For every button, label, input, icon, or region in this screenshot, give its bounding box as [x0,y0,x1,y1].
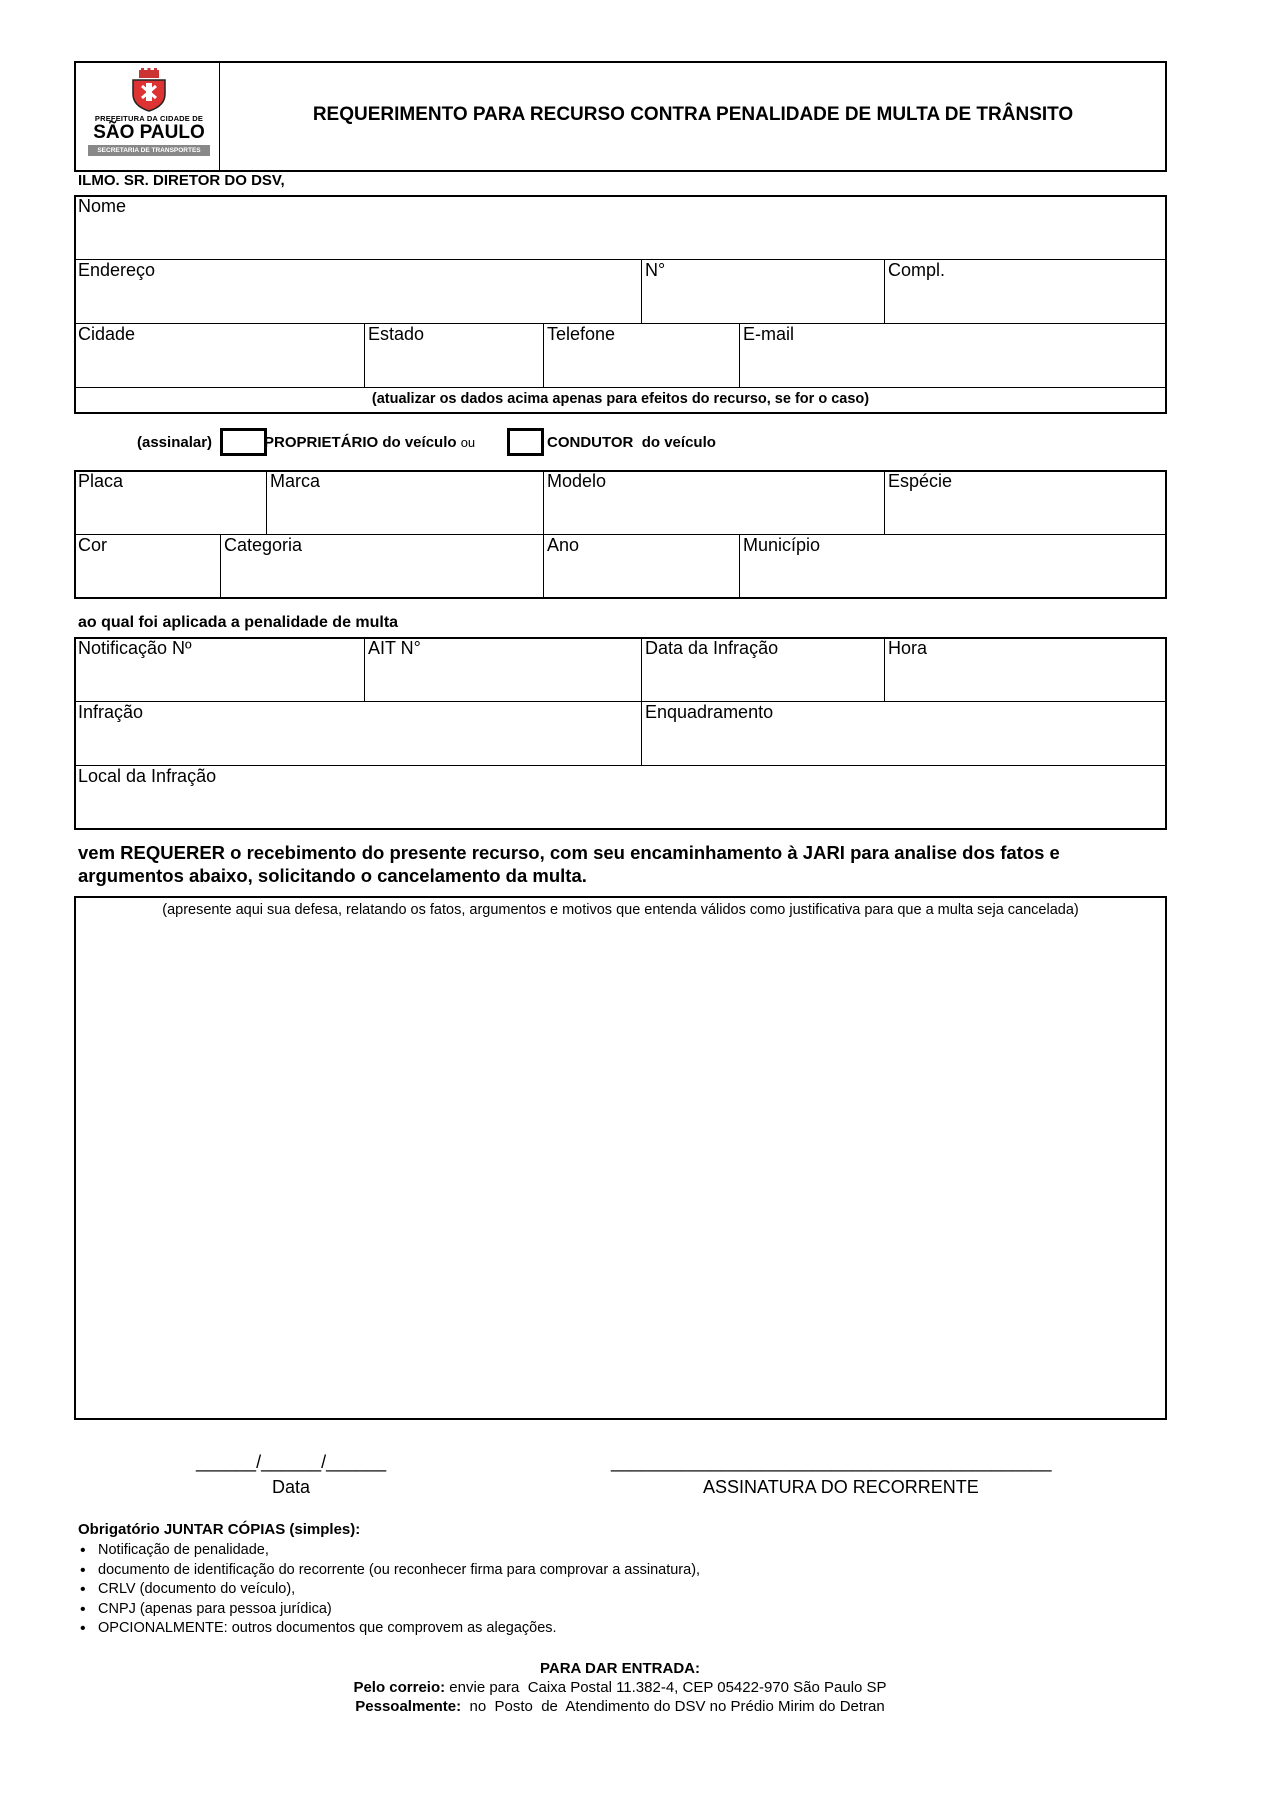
estado-field[interactable]: Estado [368,324,425,344]
placa-field[interactable]: Placa [78,471,124,491]
defense-textarea[interactable] [74,896,1167,1420]
penalty-intro: ao qual foi aplicada a penalidade de multa [78,614,399,631]
assinalar-label: (assinalar) [137,434,213,451]
telefone-field[interactable]: Telefone [547,324,616,344]
marca-field[interactable]: Marca [270,471,321,491]
correio-label: Pelo correio: [353,1679,446,1696]
ait-field[interactable]: AIT N° [368,638,421,658]
especie-field[interactable]: Espécie [888,471,953,491]
pessoal-label: Pessoalmente: [355,1698,462,1715]
enquadramento-field[interactable]: Enquadramento [645,702,774,722]
docs-title: Obrigatório JUNTAR CÓPIAS (simples): [78,1521,361,1538]
request-line2: argumentos abaixo, solicitando o cancelamento da multa. [78,865,587,886]
footer-heading: PARA DAR ENTRADA: [540,1660,700,1677]
date-label: Data [272,1477,311,1497]
list-item: • CRLV (documento do veículo), [78,1580,700,1600]
page-title: REQUERIMENTO PARA RECURSO CONTRA PENALIDADE DE MULTA DE TRÂNSITO [312,104,1074,125]
data-infracao-field[interactable]: Data da Infração [645,638,779,658]
cor-field[interactable]: Cor [78,535,108,555]
email-field[interactable]: E-mail [743,324,795,344]
list-item: • Notificação de penalidade, [78,1541,700,1561]
list-item: • documento de identificação do recorrente (ou reconhecer firma para comprovar a assinatura), [78,1561,700,1581]
condutor-checkbox[interactable] [507,428,544,456]
compl-field[interactable]: Compl. [888,260,946,280]
correio-text: envie para Caixa Postal 11.382-4, CEP 05422-970 São Paulo SP [445,1679,887,1696]
pessoal-text: no Posto de Atendimento do DSV no Prédio Mirim do Detran [461,1698,885,1715]
list-item: • OPCIONALMENTE: outros documentos que comprovem as alegações. [78,1619,700,1639]
defense-hint: (apresente aqui sua defesa, relatando os fatos, argumentos e motivos que entenda válidos como justificativa para que a multa seja cancelada) [162,902,1079,918]
request-line1: vem REQUERER o recebimento do presente recurso, com seu encaminhamento à JARI para analise dos fatos e [78,842,1060,863]
city-logo [84,68,214,166]
cidade-field[interactable]: Cidade [78,324,136,344]
nome-field[interactable]: Nome [78,196,127,216]
hora-field[interactable]: Hora [888,638,928,658]
signature-label: ASSINATURA DO RECORRENTE [703,1477,979,1497]
endereco-field[interactable]: Endereço [78,260,156,280]
notificacao-field[interactable]: Notificação Nº [78,638,192,658]
footer-pessoal [0,1698,1240,1715]
logo-line1: PREFEITURA DA CIDADE DE [94,114,204,123]
condutor-label: CONDUTOR do veículo [547,434,716,451]
modelo-field[interactable]: Modelo [547,471,607,491]
logo-line2: SÃO PAULO [93,122,205,143]
proprietario-label [264,434,475,451]
infracao-field[interactable]: Infração [78,702,144,722]
municipio-field[interactable]: Município [743,535,821,555]
proprietario-text: PROPRIETÁRIO do veículo [264,434,457,451]
docs-list [78,1541,700,1639]
coat-of-arms-icon [127,68,171,112]
signature-blank[interactable]: ____________________________________________ [611,1452,1052,1472]
ano-field[interactable]: Ano [547,535,580,555]
proprietario-checkbox[interactable] [220,428,267,456]
logo-line3: SECRETARIA DE TRANSPORTES [88,145,210,156]
date-blank[interactable]: ______/______/______ [196,1452,387,1472]
footer-correio [0,1679,1240,1696]
local-infracao-field[interactable]: Local da Infração [78,766,217,786]
salutation: ILMO. SR. DIRETOR DO DSV, [78,172,285,189]
list-item: • CNPJ (apenas para pessoa jurídica) [78,1600,700,1620]
categoria-field[interactable]: Categoria [224,535,303,555]
update-note: (atualizar os dados acima apenas para efeitos do recurso, se for o caso) [371,391,870,407]
numero-field[interactable]: N° [645,260,666,280]
ou-text: ou [460,435,476,450]
